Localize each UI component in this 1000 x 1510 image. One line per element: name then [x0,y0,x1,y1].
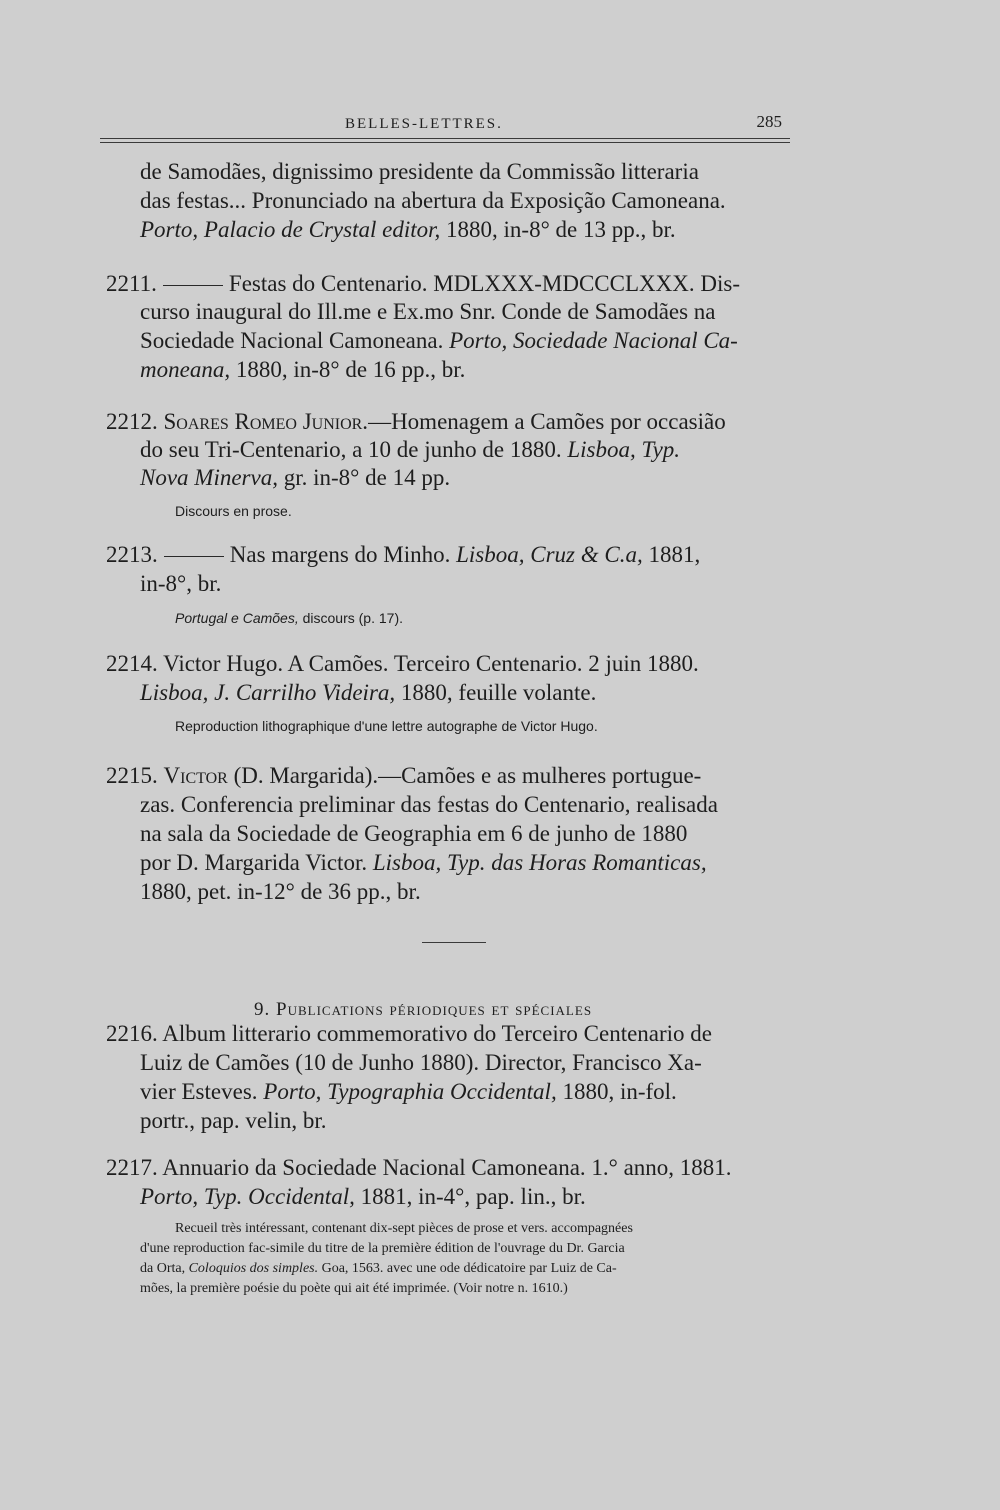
text-line: Porto, Palacio de Crystal editor, 1880, in-8° de 13 pp., br. [140,217,676,242]
entry-note: mões, la première poésie du poète qui ait été imprimée. (Voir notre n. 1610.) [140,1281,568,1296]
entry-2213: 2213. Nas margens do Minho. Lisboa, Cruz & C.a, 1881, [106,542,701,567]
text-line: por D. Margarida Victor. Lisboa, Typ. das Horas Romanticas, [140,850,707,875]
text-line: curso inaugural do Ill.me e Ex.mo Snr. Conde de Samodães na [140,299,716,324]
entry-2214: 2214. Victor Hugo. A Camões. Terceiro Centenario. 2 juin 1880. [106,651,699,676]
author-name: Victor [163,763,228,788]
text-line: Lisboa, J. Carrilho Videira, 1880, feuille volante. [140,680,597,705]
text-line: na sala da Sociedade de Geographia em 6 de junho de 1880 [140,821,688,846]
entry-note: Discours en prose. [175,503,292,519]
ditto-dash [164,556,224,557]
text-line: das festas... Pronunciado na abertura da Exposição Camoneana. [140,188,726,213]
section-heading: 9. Publications périodiques et spéciales [254,999,593,1020]
entry-note: Recueil très intéressant, contenant dix-sept pièces de prose et vers. accompagnées [175,1221,633,1236]
text-line: moneana, 1880, in-8° de 16 pp., br. [140,357,466,382]
entry-note: Portugal e Camões, discours (p. 17). [175,610,403,626]
text-line: vier Esteves. Porto, Typographia Occidental, 1880, in-fol. [140,1079,677,1104]
page-header [100,112,790,152]
entry-2215: 2215. Victor (D. Margarida).—Camões e as mulheres portugue- [106,763,702,788]
page-number: 285 [756,112,782,131]
text-line: 1880, pet. in-12° de 36 pp., br. [140,879,421,904]
section-divider [422,942,486,943]
text-line: portr., pap. velin, br. [140,1108,327,1133]
entry-note: da Orta, Coloquios dos simples. Goa, 1563. avec une ode dédicatoire par Luiz de Ca- [140,1261,617,1276]
text-line: zas. Conferencia preliminar das festas do Centenario, realisada [140,792,718,817]
text-line: Sociedade Nacional Camoneana. Porto, Sociedade Nacional Ca- [140,328,738,353]
entry-2212: 2212. Soares Romeo Junior.—Homenagem a Camões por occasião [106,409,726,434]
entry-2211: 2211. Festas do Centenario. MDLXXX-MDCCCLXXX. Dis- [106,271,740,296]
entry-note: d'une reproduction fac-simile du titre de la première édition de l'ouvrage du Dr. Garcia [140,1241,625,1256]
text-line: de Samodães, dignissimo presidente da Commissão litteraria [140,159,699,184]
entry-2217: 2217. Annuario da Sociedade Nacional Camoneana. 1.° anno, 1881. [106,1155,732,1180]
text-line: Porto, Typ. Occidental, 1881, in-4°, pap. lin., br. [140,1184,586,1209]
text-line: Nova Minerva, gr. in-8° de 14 pp. [140,465,451,490]
text-line: in-8°, br. [140,571,222,596]
ditto-dash [163,285,223,286]
author-name: Soares Romeo Junior. [163,409,369,434]
header-rule [100,138,790,139]
text-line: Luiz de Camões (10 de Junho 1880). Director, Francisco Xa- [140,1050,702,1075]
entry-note: Reproduction lithographique d'une lettre autographe de Victor Hugo. [175,718,598,734]
text-line: do seu Tri-Centenario, a 10 de junho de 1880. Lisboa, Typ. [140,437,681,462]
header-rule-thin [100,142,790,143]
running-title: BELLES-LETTRES. [345,116,503,132]
entry-2216: 2216. Album litterario commemorativo do Terceiro Centenario de [106,1021,713,1046]
